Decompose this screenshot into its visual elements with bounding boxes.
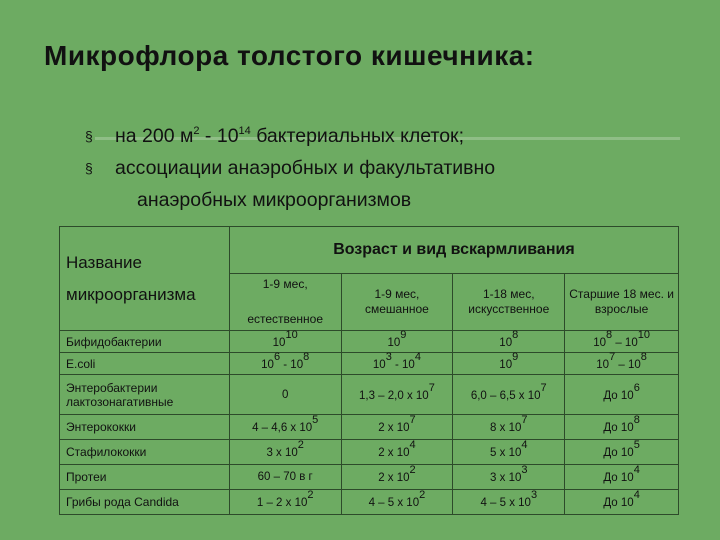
table-cell-value: 4 – 5 х $10^2$ — [341, 490, 453, 515]
microflora-table — [59, 226, 679, 515]
table-cell-value: $10^6 - 10^8$ — [229, 353, 341, 375]
subheader-1-18-artificial: 1-18 мес, искусственное — [453, 274, 565, 331]
bullet-item-2 — [85, 154, 705, 182]
table-row — [60, 353, 679, 375]
table-cell-value: 3 х $10^3$ — [453, 465, 565, 490]
microorganism-name: Грибы рода Candida — [60, 490, 230, 515]
table-cell-value: До $10^6$ — [565, 375, 679, 415]
microorganism-name: Бифидобактерии — [60, 331, 230, 353]
table-cell-value: 3 х $10^2$ — [229, 440, 341, 465]
table-cell-value: 4 – 5 х $10^3$ — [453, 490, 565, 515]
name-header-line1: Название — [66, 252, 142, 272]
table-header-row-1 — [60, 227, 679, 274]
table-cell-value: $10^7 - 10^8$ — [565, 353, 679, 375]
table-row — [60, 415, 679, 440]
table-cell-value: $10^8$ — [453, 331, 565, 353]
slide-title: Микрофлора толстого кишечника: — [44, 40, 535, 71]
table-cell-value: 1 – 2 х $10^2$ — [229, 490, 341, 515]
subheader-1-9-natural — [229, 274, 341, 331]
bullet-marker-icon: § — [85, 160, 93, 176]
table-cell-value: $10^3 - 10^4$ — [341, 353, 453, 375]
bullet-item-2-continuation — [85, 186, 705, 214]
table-cell-value: 2 х $10^7$ — [341, 415, 453, 440]
bullet-item-1 — [85, 122, 705, 150]
subheader-1-9-mixed: 1-9 мес, смешанное — [341, 274, 453, 331]
bullet-1-suffix: бактериальных клеток; — [250, 125, 464, 147]
table-cell-value: 2 х $10^4$ — [341, 440, 453, 465]
table-cell-value: До $10^8$ — [565, 415, 679, 440]
microorganism-name: E.coli — [60, 353, 230, 375]
subheader-1-line2: естественное — [247, 312, 324, 326]
bullet-2-cont: анаэробных микроорганизмов — [137, 189, 412, 211]
table-cell-value: 2 х $10^2$ — [341, 465, 453, 490]
bullet-1-prefix: на 200 м — [115, 125, 194, 147]
table-row — [60, 440, 679, 465]
bullet-marker-icon: § — [85, 128, 93, 144]
table-cell-value: До $10^5$ — [565, 440, 679, 465]
table-cell-value: $10^9$ — [341, 331, 453, 353]
table-cell-value: 1,3 – 2,0 х $10^7$ — [341, 375, 453, 415]
name-column-header — [60, 227, 230, 331]
bullet-1-sup2: 14 — [238, 125, 251, 137]
table-row — [60, 490, 679, 515]
table-cell-value: До $10^4$ — [565, 490, 679, 515]
table-cell-value: 60 – 70 в г — [229, 465, 341, 490]
bullet-1-mid: - 10 — [199, 125, 239, 147]
table-cell-value: $10^8 - 10^{10}$ — [565, 331, 679, 353]
bullet-1-sup1: 2 — [193, 125, 200, 137]
bullet-2-text: ассоциации анаэробных и факультативно — [115, 157, 496, 179]
subheader-adults: Старшие 18 мес. и взрослые — [565, 274, 679, 331]
name-header-line2: микроорганизма — [66, 284, 196, 304]
table-row — [60, 375, 679, 415]
table-row — [60, 331, 679, 353]
table-cell-value: 6,0 – 6,5 х $10^7$ — [453, 375, 565, 415]
microorganism-name: Энтеробактерии лактозонагативные — [60, 375, 230, 415]
table-cell-value: 4 – 4,6 х $10^5$ — [229, 415, 341, 440]
microorganism-name: Энтерококки — [60, 415, 230, 440]
microorganism-name: Протеи — [60, 465, 230, 490]
table-cell-value: 5 х $10^4$ — [453, 440, 565, 465]
table-row — [60, 465, 679, 490]
table-cell-value: До $10^4$ — [565, 465, 679, 490]
microorganism-name: Стафилококки — [60, 440, 230, 465]
table-cell-value: $10^9$ — [453, 353, 565, 375]
table-cell-value: 0 — [229, 375, 341, 415]
table-cell-value: $10^{10}$ — [229, 331, 341, 353]
table-cell-value: 8 х $10^7$ — [453, 415, 565, 440]
bullet-list — [85, 122, 705, 214]
subheader-1-line1: 1-9 мес, — [262, 277, 308, 291]
age-group-header: Возраст и вид вскармливания — [229, 227, 678, 274]
